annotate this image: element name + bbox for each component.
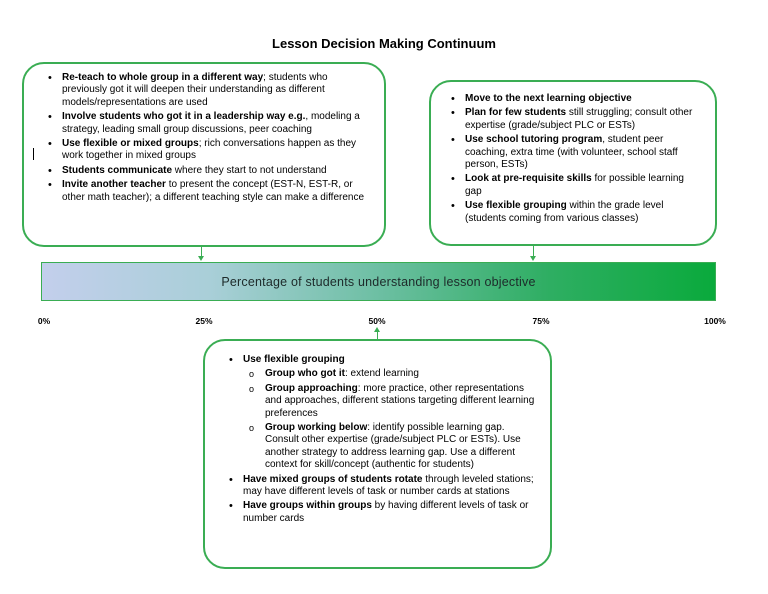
item-bold: Use flexible grouping: [243, 354, 345, 365]
low-understanding-list: [44, 72, 370, 204]
left-connector-arrow-icon: [198, 256, 204, 261]
sub-list: [243, 368, 540, 471]
item-bold: Involve students who got it in a leadership way e.g.: [62, 111, 306, 123]
item-text: by having different levels of task or number cards: [243, 500, 529, 524]
item-text: for possible learning gap: [465, 173, 684, 197]
list-item: [243, 474, 540, 499]
item-bold: Have groups within groups: [243, 500, 372, 512]
item-text: , student peer coaching, extra time (with volunteer, school staff person, ESTs): [465, 134, 678, 171]
middle-understanding-list: [225, 354, 540, 525]
text-cursor: [33, 148, 34, 160]
middle-understanding-box: [203, 339, 552, 569]
item-bold: Invite another teacher: [62, 179, 166, 191]
item-bold: Have mixed groups of students rotate: [243, 473, 423, 485]
continuum-bar-label: Percentage of students understanding lesson objective: [221, 274, 536, 289]
sub-list-item: [265, 422, 540, 472]
item-bold: Look at pre-requisite skills: [465, 173, 592, 185]
item-text: through leveled stations; may have different levels of task or number cards at stations: [243, 473, 534, 498]
item-text: : more practice, other representations and approaches, different stations targeting different learning preferences: [265, 382, 535, 419]
item-text: , modeling a strategy, leading small group discussions, peer coaching: [62, 111, 360, 135]
item-text: : identify possible learning gap. Consult other expertise (grade/subject PLC or ESTs). Use another strategy to address learning gap. Use a different context for skill/concept (authentic for students): [265, 422, 521, 471]
list-item: [62, 72, 370, 109]
list-item: [62, 179, 370, 204]
item-bold: Plan for few students: [465, 107, 567, 119]
high-understanding-list: [447, 93, 703, 225]
list-item: [243, 354, 540, 472]
sub-list-item: [265, 368, 540, 380]
tick-label-75: 75%: [532, 316, 550, 326]
tick-label-50: 50%: [368, 316, 386, 326]
item-text: ; students who previously got it will deepen their understanding as different models/representations are used: [62, 72, 328, 108]
right-connector-arrow-icon: [530, 256, 536, 261]
high-understanding-box: [429, 80, 717, 246]
item-text: : extend learning: [344, 368, 419, 380]
tick-label-0: 0%: [37, 316, 51, 326]
item-text: where they start to not understand: [172, 164, 327, 176]
list-item: [465, 93, 703, 105]
item-bold: Use school tutoring program: [465, 134, 603, 146]
item-bold: Group who got it: [265, 368, 345, 380]
item-bold: Re-teach to whole group in a different way: [62, 72, 264, 83]
item-text: to present the concept (EST-N, EST-R, or other math teacher); a different teaching style can make a difference: [62, 179, 365, 203]
tick-label-100: 100%: [704, 316, 726, 326]
item-bold: Use flexible or mixed groups: [62, 138, 199, 150]
item-bold: Group approaching: [265, 382, 358, 394]
low-understanding-box: [22, 62, 386, 247]
list-item: [465, 134, 703, 171]
continuum-bar: [41, 262, 716, 301]
item-bold: Move to the next learning objective: [465, 93, 632, 104]
item-text: ; rich conversations happen as they work together in mixed groups: [62, 138, 357, 162]
tick-label-25: 25%: [195, 316, 213, 326]
item-bold: Students communicate: [62, 164, 173, 176]
item-bold: Use flexible grouping: [465, 200, 567, 212]
list-item: [62, 138, 370, 163]
list-item: [62, 111, 370, 136]
diagram-title: Lesson Decision Making Continuum: [272, 36, 496, 51]
list-item: [465, 173, 703, 198]
item-text: within the grade level (students coming from various classes): [465, 200, 664, 224]
list-item: [465, 200, 703, 225]
item-text: still struggling; consult other expertise (grade/subject PLC or ESTs): [465, 107, 693, 131]
list-item: [243, 500, 540, 525]
list-item: [62, 165, 370, 177]
item-bold: Group working below: [265, 422, 368, 434]
middle-connector-line: [377, 331, 378, 339]
list-item: [465, 107, 703, 132]
sub-list-item: [265, 383, 540, 420]
